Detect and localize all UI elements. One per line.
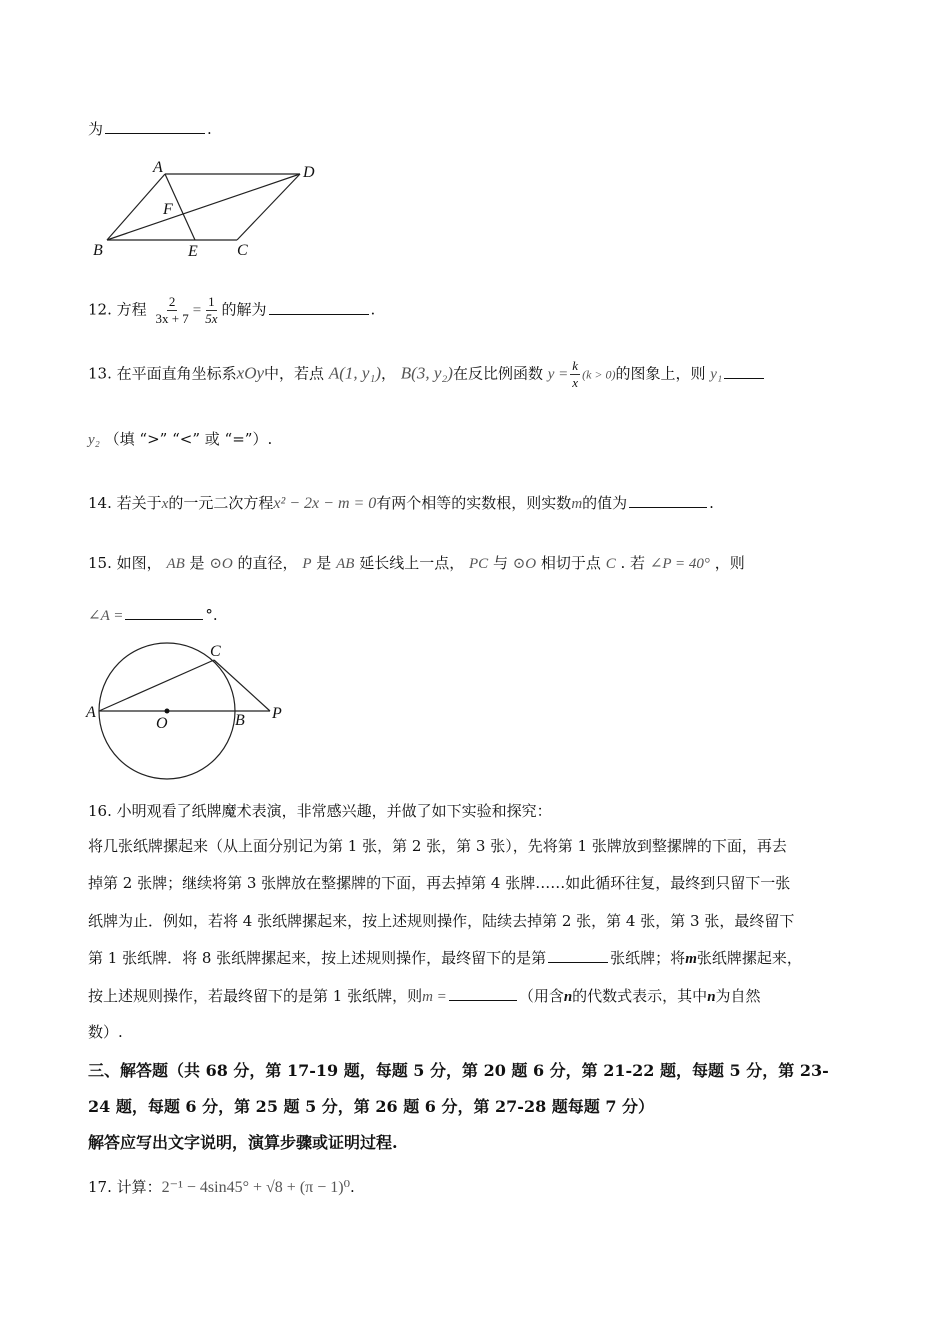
- q16-line6-a: 按上述规则操作，若最终留下的是第 1 张纸牌，则: [88, 987, 423, 1005]
- q16-line5-a: 第 1 张纸牌．将 8 张纸牌摞起来，按上述规则操作，最终留下的是第: [88, 949, 547, 967]
- question-13: [88, 358, 766, 391]
- q14-period: .: [709, 494, 714, 512]
- q15-text-d: 是: [316, 554, 332, 572]
- section-3-heading-1: 三、解答题（共 68 分，第 17-19 题，每题 5 分，第 20 题 6 分，第 21-22 题，每题 5 分，第 23-: [88, 1061, 829, 1080]
- q12-text-b: 的解为: [221, 300, 267, 319]
- function-condition: (k > 0): [582, 367, 616, 382]
- label-o: O: [156, 715, 168, 732]
- fraction-1: [153, 294, 190, 327]
- variable-m: m: [685, 951, 697, 967]
- q14-text-c: 有两个相等的实数根，则实数: [376, 494, 572, 512]
- variable-x: x: [161, 496, 169, 512]
- q12-text: 方程: [116, 300, 147, 319]
- fraction-denominator: x: [572, 375, 579, 390]
- segment-ab-2: AB: [336, 556, 355, 572]
- q13-text-d: 的图象上，则: [615, 364, 706, 383]
- q16-line6-b: （用含: [518, 987, 564, 1005]
- fraction-denominator: 5x: [205, 311, 218, 326]
- point-b: B(3, y₂): [400, 363, 453, 383]
- answer-blank[interactable]: [629, 506, 707, 508]
- function-lhs: y =: [547, 366, 569, 383]
- label-b: B: [93, 242, 103, 259]
- label-p: P: [272, 705, 282, 722]
- question-15-cont: [88, 606, 218, 625]
- label-b: B: [235, 712, 245, 729]
- question-number: 12.: [88, 300, 112, 319]
- question-number: 13.: [88, 364, 112, 383]
- segment-pc: PC: [468, 556, 489, 572]
- variable-n-2: n: [707, 989, 716, 1005]
- q13-text-b: 中，若点: [264, 364, 325, 383]
- q17-expression: 2⁻¹ − 4sin45° + √8 + (π − 1)⁰: [161, 1179, 350, 1196]
- q15-text: 如图，: [116, 554, 162, 572]
- angle-p: ∠P = 40°: [649, 556, 710, 572]
- label-e: E: [188, 243, 198, 260]
- q16-line-7: 数）.: [88, 1023, 123, 1041]
- side-dc: [237, 174, 300, 240]
- q16-line6-d: 为自然: [715, 987, 761, 1005]
- q15-text-f: 与: [492, 554, 508, 572]
- point-a: A(1, y₁): [328, 363, 381, 383]
- label-c: C: [237, 242, 248, 259]
- answer-blank[interactable]: [548, 961, 608, 963]
- fraction-numerator: 1: [208, 294, 215, 309]
- q17-text: 计算：: [116, 1178, 162, 1196]
- q15-text-g: 相切于点: [540, 554, 601, 572]
- fraction-2: [203, 294, 219, 327]
- q16-line-1: 16. 小明观看了纸牌魔术表演，非常感兴趣，并做了如下实验和探究：: [88, 802, 552, 820]
- question-number: 17.: [88, 1178, 112, 1196]
- q15-text-c: 的直径，: [237, 554, 298, 572]
- q11-prefix: 为: [88, 120, 104, 138]
- parallelogram-figure: [85, 155, 325, 265]
- label-c: C: [210, 643, 221, 660]
- point-c: C: [605, 556, 616, 572]
- question-17: [88, 1176, 355, 1197]
- q16-line-6: [88, 985, 761, 1006]
- segment-ab: AB: [166, 556, 185, 572]
- fraction-numerator: 2: [168, 294, 176, 309]
- fraction-numerator: k: [572, 358, 579, 373]
- question-14: [88, 492, 714, 513]
- point-p: P: [302, 556, 312, 572]
- q12-period: .: [370, 300, 376, 319]
- circle-o: ⊙O: [209, 556, 233, 572]
- q16-line5-b: 张纸牌；将: [610, 949, 686, 967]
- q17-period: .: [350, 1178, 355, 1196]
- chord-ac: [99, 660, 214, 711]
- q15-suffix: °.: [205, 606, 218, 624]
- answer-blank[interactable]: [125, 618, 203, 620]
- quadratic-equation: x² − 2x − m = 0: [273, 495, 377, 512]
- question-number: 15.: [88, 554, 112, 572]
- question-15: [88, 552, 745, 573]
- center-dot: [165, 709, 170, 714]
- section-3-heading-2: 24 题，每题 6 分，第 25 题 5 分，第 26 题 6 分，第 27-28 题每题 7 分）: [88, 1097, 655, 1116]
- question-12: [88, 294, 375, 327]
- q15-text-e: 延长线上一点，: [359, 554, 465, 572]
- q13-text: 在平面直角坐标系: [116, 364, 237, 383]
- angle-a: ∠A =: [88, 608, 124, 624]
- tangent-pc: [214, 660, 270, 711]
- coord-system: xOy: [236, 363, 265, 383]
- label-d: D: [303, 164, 315, 181]
- q14-text: 若关于: [116, 494, 162, 512]
- q14-text-b: 的一元二次方程: [168, 494, 274, 512]
- q11-period: .: [207, 120, 212, 138]
- question-number: 14.: [88, 494, 112, 512]
- equals-sign: =: [192, 302, 202, 319]
- label-a: A: [86, 704, 96, 721]
- q15-text-h: . 若: [620, 554, 646, 572]
- q15-text-b: 是: [189, 554, 205, 572]
- answer-blank[interactable]: [269, 313, 369, 315]
- variable-n: n: [563, 989, 573, 1005]
- separator: ，: [381, 364, 397, 383]
- q13-text-c: 在反比例函数: [452, 364, 543, 383]
- question-13-cont: [88, 428, 272, 449]
- q14-text-d: 的值为: [582, 494, 628, 512]
- q16-line-2: 将几张纸牌摞起来（从上面分别记为第 1 张，第 2 张，第 3 张），先将第 1 张牌放到整摞牌的下面，再去: [88, 837, 787, 855]
- y1-var: y₁: [710, 366, 723, 383]
- fraction-denominator: 3x + 7: [155, 311, 189, 326]
- label-a: A: [153, 159, 163, 176]
- variable-m: m: [571, 496, 583, 512]
- q16-line6-c: 的代数式表示，其中: [572, 987, 708, 1005]
- q16-line-4: 纸牌为止．例如，若将 4 张纸牌摞起来，按上述规则操作，陆续去掉第 2 张，第 4 张，第 3 张，最终留下: [88, 912, 795, 930]
- q16-line5-c: 张纸牌摞起来，: [696, 949, 802, 967]
- answer-blank[interactable]: [105, 132, 205, 134]
- q15-text-i: ，则: [714, 554, 745, 572]
- q16-line-5: [88, 947, 802, 968]
- function-fraction: [570, 358, 580, 391]
- m-equals: m =: [422, 989, 447, 1005]
- q16-line-3: 掉第 2 张牌；继续将第 3 张牌放在整摞牌的下面，再去掉第 4 张牌……如此循环往复，最终到只留下一张: [88, 874, 791, 892]
- q11-answer-line: [88, 118, 212, 139]
- circle-o-2: ⊙O: [512, 556, 537, 572]
- fill-hint: （填 “>” “<” 或 “=”）.: [104, 430, 273, 448]
- circle-figure: [84, 640, 299, 785]
- section-3-instructions: 解答应写出文字说明，演算步骤或证明过程.: [88, 1133, 398, 1152]
- answer-blank[interactable]: [449, 999, 517, 1001]
- label-f: F: [163, 201, 173, 218]
- answer-blank[interactable]: [724, 377, 764, 379]
- y2-var: y₂: [88, 432, 100, 448]
